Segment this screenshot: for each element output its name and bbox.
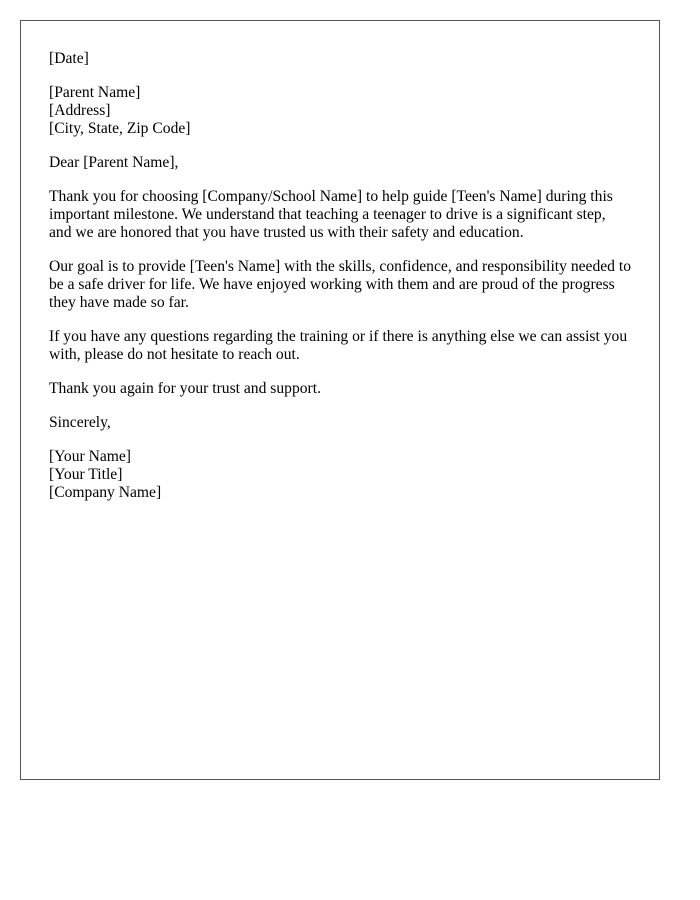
recipient-city-state-zip: [City, State, Zip Code]: [49, 120, 191, 137]
salutation-block: [49, 154, 631, 172]
signature-title: [Your Title]: [49, 466, 123, 483]
date-block: [49, 50, 631, 68]
signature-company: [Company Name]: [49, 484, 162, 501]
body-paragraph-2: Our goal is to provide [Teen's Name] with the skills, confidence, and responsibility needed to be a safe driver for life. We have enjoyed working with them and are proud of the progress they have made so far.: [49, 258, 632, 311]
recipient-name: [Parent Name]: [49, 84, 141, 101]
body-paragraph-4: Thank you again for your trust and support.: [49, 380, 321, 397]
letter-page: [20, 20, 660, 780]
recipient-block: [49, 84, 631, 138]
closing: Sincerely,: [49, 414, 111, 431]
closing-block: [49, 414, 631, 432]
recipient-address: [Address]: [49, 102, 111, 119]
salutation: Dear [Parent Name],: [49, 154, 179, 171]
body-paragraph-3: If you have any questions regarding the training or if there is anything else we can assist you with, please do not hesitate to reach out.: [49, 328, 628, 363]
letter-date: [Date]: [49, 50, 89, 67]
signature-block: [49, 448, 631, 502]
signature-name: [Your Name]: [49, 448, 132, 465]
body-paragraph-1: Thank you for choosing [Company/School Name] to help guide [Teen's Name] during this important milestone. We understand that teaching a teenager to drive is a significant step, and we are honored that you have trusted us with their safety and education.: [49, 188, 613, 241]
